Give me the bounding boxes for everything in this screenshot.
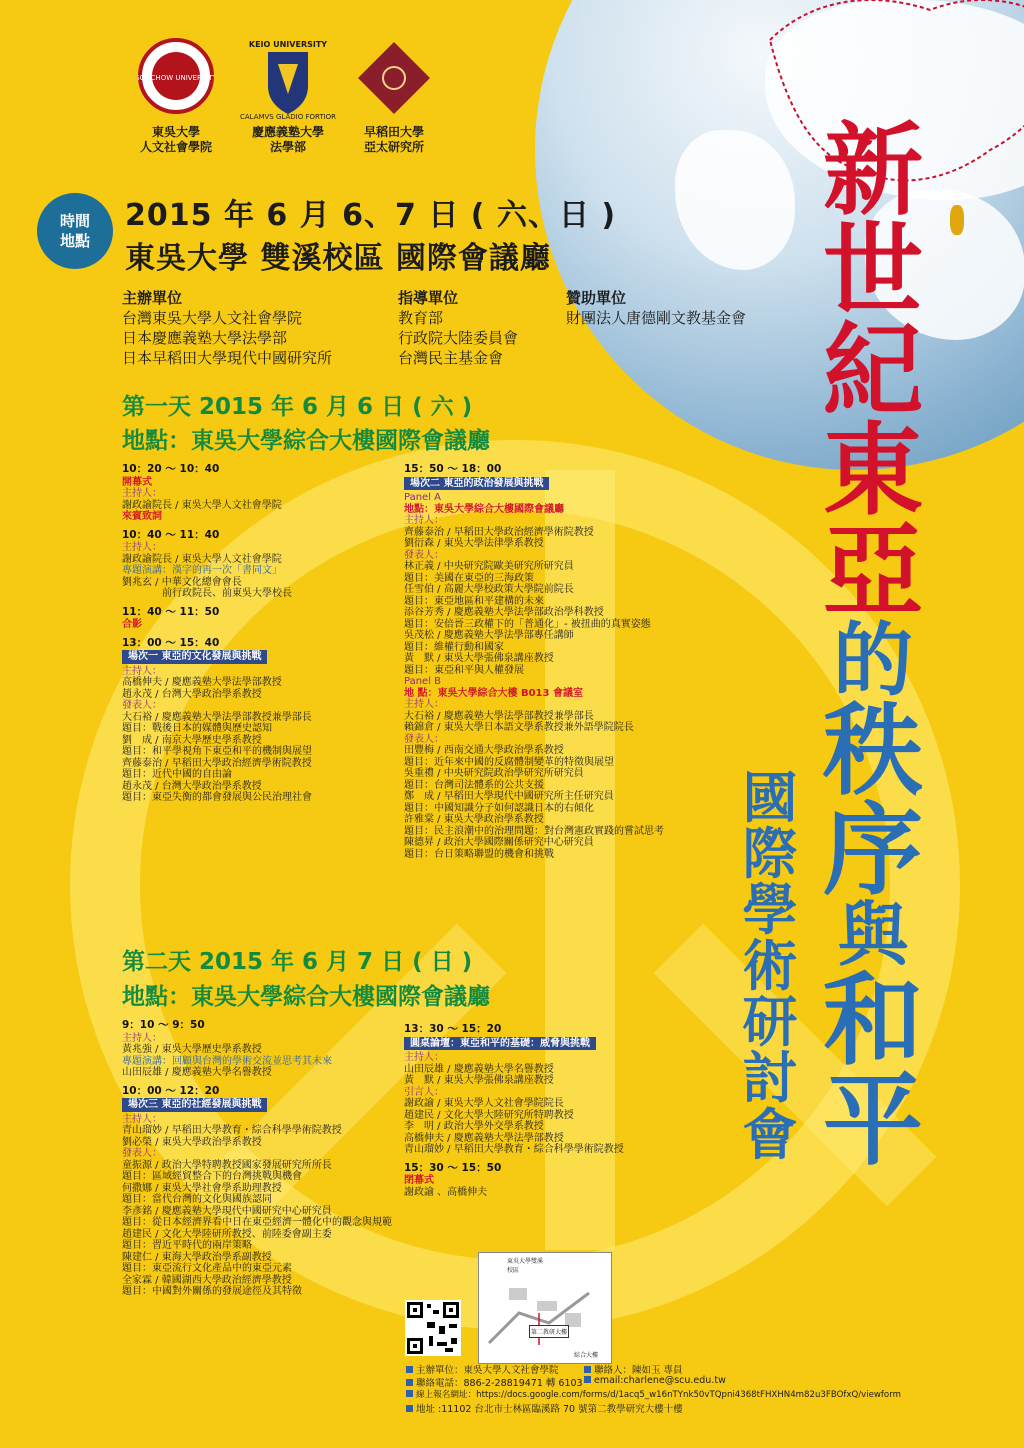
schedule-entry: 鄭 成 / 早稻田大學現代中國研究所主任研究員 xyxy=(404,791,614,802)
event-venue: 東吳大學 雙溪校區 國際會議廳 xyxy=(125,241,551,276)
waseda-logo xyxy=(356,40,432,116)
keio-top-text: KEIO UNIVERSITY xyxy=(248,40,328,49)
schedule-entry: 李 明 / 政治大學外交學系教授 xyxy=(404,1121,544,1132)
schedule-entry: 題目：中國對外關係的發展途徑及其特徵 xyxy=(122,1286,302,1297)
schedule-entry: 趙建民 / 文化大學陸研所教授、前陸委會副主委 xyxy=(122,1228,332,1240)
schedule-entry: 大石裕 / 慶應義塾大學法學部教授兼學部長 xyxy=(122,711,312,723)
schedule-role-label: 主持人： xyxy=(404,515,444,526)
schedule-entry: 題目：東亞地區和平建構的未來 xyxy=(404,595,544,607)
schedule-entry: 劉 成 / 南京大學歷史學系教授 xyxy=(122,734,262,746)
session-title: 場次二 東亞的政治發展與挑戰 xyxy=(404,477,694,491)
schedule-entry: 題目：安倍晉三政權下的「普通化」- 被扭曲的真實姿態 xyxy=(404,618,651,630)
schedule-highlight: 來賓致詞 xyxy=(122,511,162,522)
keio-logo xyxy=(250,50,326,116)
soochow-caption: 東吳大學 人文社會學院 xyxy=(139,125,212,154)
schedule-entry: 謝政諭 、高橋伸夫 xyxy=(404,1186,488,1198)
globe-image xyxy=(535,0,1024,470)
day2-right-schedule xyxy=(404,1024,694,1198)
session-title: 場次三 東亞的社經發展與挑戰 xyxy=(122,1098,392,1112)
schedule-time: 13：00 ～ 15：40 xyxy=(122,636,220,649)
day1-left-schedule xyxy=(122,464,392,804)
schedule-entry: 齊藤泰治 / 早稻田大學政治經濟學術院教授 xyxy=(122,757,312,769)
schedule-time: 15：50 ～ 18：00 xyxy=(404,463,502,475)
footer-host: 主辦單位：東吳大學人文社會學院 xyxy=(406,1362,559,1376)
schedule-time: 10：20 ～ 10：40 xyxy=(122,463,220,475)
schedule-role-label: 主持人： xyxy=(404,1052,444,1063)
schedule-entry: 童振源 / 政治大學特聘教授國家發展研究所所長 xyxy=(122,1159,332,1171)
qr-code[interactable] xyxy=(405,1300,461,1356)
schedule-entry: 題目：維權行動和國家 xyxy=(404,641,504,653)
schedule-entry: 題目：近代中國的自由論 xyxy=(122,769,232,780)
taiwan-mark xyxy=(950,205,964,235)
schedule-entry: 大石裕 / 慶應義塾大學法學部教授兼學部長 xyxy=(404,710,594,722)
schedule-entry: 題目：民主浪潮中的治理問題：對台灣憲政實踐的嘗試思考 xyxy=(404,825,664,837)
schedule-entry: 山田辰雄 / 慶應義塾大學名譽教授 xyxy=(404,1063,554,1075)
schedule-role-label: 引言人： xyxy=(404,1086,444,1098)
schedule-entry: 謝政諭 / 東吳大學人文社會學院院長 xyxy=(404,1098,564,1109)
schedule-entry: 青山瑠妙 / 早稻田大學教育・綜合科學學術院教授 xyxy=(404,1144,624,1155)
schedule-entry: 添谷芳秀 / 慶應義塾大學法學部政治學科教授 xyxy=(404,607,604,618)
schedule-entry: 高橋伸夫 / 慶應義塾大學法學部教授 xyxy=(404,1132,564,1144)
schedule-entry: 題目：和平學視角下東亞和平的機制與展望 xyxy=(122,746,312,757)
day1-heading: 第一天 2015 年 6 月 6 日 ( 六 ) xyxy=(122,394,473,420)
main-title-line1: 新 世 紀 東 亞 的 秩 序 與 和 平 xyxy=(823,111,923,1179)
subtitle-symposium: 國 際 學 術 研 討 會 xyxy=(742,766,798,1167)
schedule-entry: 田豐梅 / 西南交通大學政治學系教授 xyxy=(404,745,564,756)
schedule-entry: 任雪伯 / 高麗大學校政策大學院前院長 xyxy=(404,584,574,595)
day2-place: 地點：東吳大學綜合大樓國際會議廳 xyxy=(122,984,490,1010)
schedule-entry: 題目：中國知識分子如何認識日本的右傾化 xyxy=(404,802,594,814)
schedule-role-label: 發表人： xyxy=(404,549,444,561)
schedule-highlight: 地 點：東吳大學綜合大樓 B013 會議室 xyxy=(404,687,583,699)
schedule-entry: 齊藤泰治 / 早稻田大學政治經濟學術院教授 xyxy=(404,526,594,538)
schedule-time: 9：10 ～ 9：50 xyxy=(122,1019,205,1031)
schedule-highlight: 開幕式 xyxy=(122,476,152,488)
schedule-entry: 黃 默 / 東吳大學張佛泉講座教授 xyxy=(404,653,554,664)
schedule-entry: 劉必榮 / 東吳大學政治學系教授 xyxy=(122,1136,262,1148)
schedule-role-label: 發表人： xyxy=(404,733,444,745)
schedule-entry: 題目：從日本經濟界看中日在東亞經濟一體化中的觀念與規範 xyxy=(122,1217,392,1228)
schedule-entry: 青山瑠妙 / 早稻田大學教育・綜合科學學術院教授 xyxy=(122,1125,342,1136)
schedule-entry: 林正義 / 中央研究院歐美研究所研究員 xyxy=(404,561,574,572)
schedule-entry: 題目：當代台灣的文化與國族認同 xyxy=(122,1194,272,1205)
schedule-entry: 題目：美國在東亞的三海政策 xyxy=(404,572,534,584)
schedule-role-label: 主持人： xyxy=(122,488,162,499)
day2-heading: 第二天 2015 年 6 月 7 日 ( 日 ) xyxy=(122,949,473,975)
time-venue-badge: 時間 地點 xyxy=(37,193,113,269)
schedule-entry: 吳茂松 / 慶應義塾大學法學部專任講師 xyxy=(404,630,574,641)
schedule-role-label: 主持人： xyxy=(404,699,444,710)
schedule-time: 13：30 ～ 15：20 xyxy=(404,1023,502,1035)
schedule-entry: 題目：東亞和平與人權發展 xyxy=(404,664,524,676)
schedule-entry: 前行政院長、前東吳大學校長 xyxy=(162,588,292,599)
schedule-keynote: 專題演講：漢字的再一次「書同文」 xyxy=(122,565,282,576)
schedule-role-label: 主持人： xyxy=(122,542,162,553)
host-units: 主辦單位 台灣東吳大學人文社會學院 日本慶應義塾大學法學部 日本早稻田大學現代中國研究所 xyxy=(122,289,333,367)
session-title: 場次一 東亞的文化發展與挑戰 xyxy=(122,650,392,664)
sponsor-units: 贊助單位 財團法人唐德剛文教基金會 xyxy=(566,289,747,327)
schedule-entry: 謝政諭院長 / 東吳大學人文社會學院 xyxy=(122,499,282,511)
schedule-entry: 李彥銘 / 慶應義塾大學現代中國研究中心研究員 xyxy=(122,1205,332,1217)
schedule-entry: 題目：近年來中國的反腐體制變革的特徵與展望 xyxy=(404,756,614,768)
schedule-entry: 山田辰雄 / 慶應義塾大學名譽教授 xyxy=(122,1067,272,1078)
map-label-complex: 綜合大樓 xyxy=(574,1352,599,1359)
schedule-role-label: 發表人： xyxy=(122,700,162,711)
svg-text:SOOCHOW UNIVERSITY: SOOCHOW UNIVERSITY xyxy=(138,74,214,82)
footer-contact: 聯絡人：陳如玉 專員 xyxy=(584,1362,683,1376)
map-label-building: 第二教研大樓 xyxy=(529,1325,569,1338)
footer-registration-url[interactable]: 線上報名網址：https://docs.google.com/forms/d/1acq5_w16nTYnk50vTQpni4368tFHXHN4m82u3FBOfxQ/viewform xyxy=(406,1388,901,1400)
day1-right-schedule xyxy=(404,464,694,860)
schedule-entry: 全家霖 / 韓國湖西大學政治經濟學教授 xyxy=(122,1274,292,1286)
schedule-role-label: 主持人： xyxy=(122,665,162,677)
waseda-caption: 早稻田大學 亞太研究所 xyxy=(363,125,424,154)
schedule-entry: 黃兆強 / 東吳大學歷史學系教授 xyxy=(122,1044,262,1055)
schedule-role-label: 主持人： xyxy=(122,1113,162,1125)
schedule-entry: 許雅棠 / 東吳大學政治學系教授 xyxy=(404,814,544,825)
session-title: 圓桌論壇：東亞和平的基礎：威脅與挑戰 xyxy=(404,1037,694,1051)
schedule-entry: 何撒娜 / 東吳大學社會學系助理教授 xyxy=(122,1182,282,1194)
schedule-entry: 題目：戰後日本的媒體與歷史認知 xyxy=(122,723,272,734)
keio-caption: 慶應義塾大學 法學部 xyxy=(251,125,324,154)
guide-units: 指導單位 教育部 行政院大陸委員會 台灣民主基金會 xyxy=(398,289,519,367)
schedule-entry: 題目：習近平時代的兩岸策略 xyxy=(122,1240,252,1251)
schedule-role-label: 發表人： xyxy=(122,1148,162,1159)
schedule-highlight: 閉幕式 xyxy=(404,1175,434,1186)
schedule-time: 10：40 ～ 11：40 xyxy=(122,528,220,541)
schedule-entry: 題目：台灣司法體系的公共支援 xyxy=(404,779,544,791)
footer-address: 地址 :11102 台北市士林區臨溪路 70 號第二教學研究大樓十樓 xyxy=(406,1401,683,1415)
schedule-time: 11：40 ～ 11：50 xyxy=(122,605,220,618)
schedule-entry: 高橋伸夫 / 慶應義塾大學法學部教授 xyxy=(122,677,282,688)
schedule-entry: 趙永茂 / 台灣大學政治學系教授 xyxy=(122,780,262,792)
schedule-entry: 謝政諭院長 / 東吳大學人文社會學院 xyxy=(122,553,282,565)
schedule-entry: 黃 默 / 東吳大學張佛泉講座教授 xyxy=(404,1075,554,1086)
schedule-highlight: 合影 xyxy=(122,619,142,630)
day2-left-schedule xyxy=(122,1020,392,1298)
schedule-entry: 題目：東亞流行文化產品中的東亞元素 xyxy=(122,1263,292,1274)
schedule-role-label: Panel A xyxy=(404,492,441,503)
schedule-entry: 題目：區域經貿整合下的台灣挑戰與機會 xyxy=(122,1171,302,1182)
schedule-entry: 趙永茂 / 台灣大學政治學系教授 xyxy=(122,688,262,700)
schedule-role-label: Panel B xyxy=(404,676,442,687)
schedule-entry: 題目：東亞失衡的都會發展與公民治理社會 xyxy=(122,792,312,803)
footer-phone: 聯絡電話：886-2-28819471 轉 6103 xyxy=(406,1375,583,1389)
schedule-entry: 吳重禮 / 中央研究院政治學研究所研究員 xyxy=(404,768,584,779)
schedule-role-label: 主持人： xyxy=(122,1032,162,1044)
day1-place: 地點：東吳大學綜合大樓國際會議廳 xyxy=(122,428,490,454)
schedule-entry: 陳德昇 / 政治大學國際關係研究中心研究員 xyxy=(404,837,594,848)
schedule-entry: 趙建民 / 文化大學大陸研究所特聘教授 xyxy=(404,1109,574,1121)
soochow-logo xyxy=(138,38,214,114)
schedule-time: 15：30 ～ 15：50 xyxy=(404,1161,502,1174)
schedule-entry: 題目：台日策略聯盟的機會和挑戰 xyxy=(404,848,554,860)
map-label-campus: 東吳大學雙溪校區 xyxy=(507,1258,544,1274)
schedule-keynote: 專題演講：回顧與台灣的學術交流並思考其未來 xyxy=(122,1055,332,1067)
schedule-time: 10：00 ～ 12：20 xyxy=(122,1084,220,1097)
footer-email[interactable]: email:charlene@scu.edu.tw xyxy=(584,1375,726,1386)
keio-motto: CALAMVS GLADIO FORTIOR xyxy=(239,113,337,121)
campus-map xyxy=(478,1252,612,1364)
event-date: 2015 年 6 月 6、7 日 ( 六、日 ) xyxy=(125,198,617,233)
schedule-entry: 賴錦倉 / 東吳大學日本語文學系教授兼外語學院院長 xyxy=(404,722,634,733)
schedule-entry: 劉兆玄 / 中華文化總會會長 xyxy=(122,576,242,588)
schedule-entry: 陳建仁 / 東海大學政治學系副教授 xyxy=(122,1251,272,1263)
schedule-highlight: 地點：東吳大學綜合大樓國際會議廳 xyxy=(404,503,564,515)
schedule-entry: 劉衍森 / 東吳大學法律學系教授 xyxy=(404,538,544,549)
